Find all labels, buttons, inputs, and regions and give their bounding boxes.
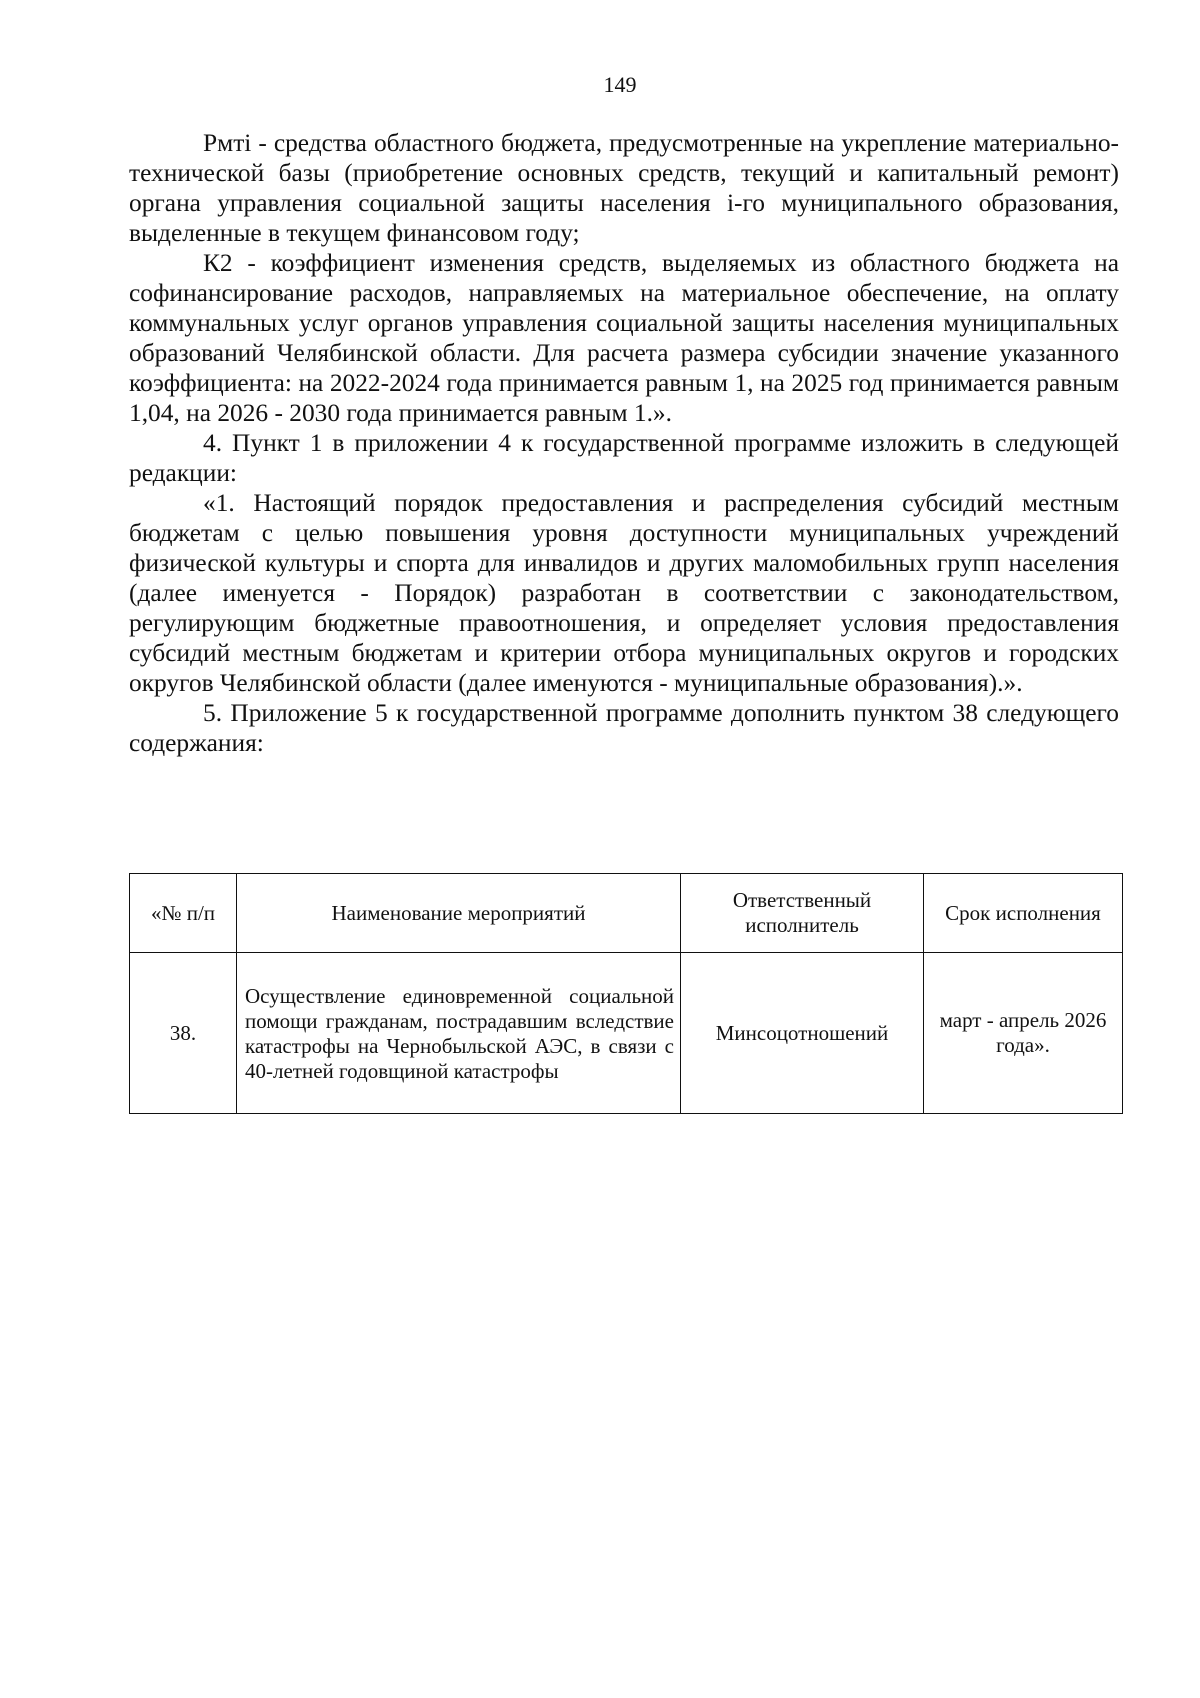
paragraph-rmti-definition: Рмтi - средства областного бюджета, предусмотренные на укрепление материально-технической базы (приобретение основных средств, текущий и капитальный ремонт) органа управления социальной защиты населения i-го муниципального образования, выделенные в текущем финансовом году; <box>129 129 1119 247</box>
paragraph-quoted-item-1: «1. Настоящий порядок предоставления и распределения субсидий местным бюджетам с целью повышения уровня доступности муниципальных учреждений физической культуры и спорта для инвалидов и других маломобильных групп населения (далее именуется - Порядок) разработан в соответствии с законодательством, регулирующим бюджетные правоотношения, и определяет условия предоставления субсидий местным бюджетам и критерии отбора муниципальных округов и городских округов Челябинской области (далее именуются - муниципальные образования).». <box>129 489 1119 697</box>
header-term: Срок исполнения <box>924 874 1123 953</box>
document-body <box>129 128 1119 758</box>
cell-name: Осуществление единовременной социальной помощи гражданам, пострадавшим вследствие катастрофы на Чернобыльской АЭС, в связи с 40-летней годовщиной катастрофы <box>237 953 681 1114</box>
paragraph-item-5: 5. Приложение 5 к государственной программе дополнить пунктом 38 следующего содержания: <box>129 699 1119 757</box>
table-row <box>130 953 1123 1114</box>
cell-num: 38. <box>130 953 237 1114</box>
cell-responsible: Минсоцотношений <box>681 953 924 1114</box>
cell-term: март - апрель 2026 года». <box>924 953 1123 1114</box>
paragraph-item-4: 4. Пункт 1 в приложении 4 к государственной программе изложить в следующей редакции: <box>129 429 1119 487</box>
table-header-row <box>130 874 1123 953</box>
header-responsible: Ответственный исполнитель <box>681 874 924 953</box>
appendix-table <box>129 873 1123 1114</box>
page-number: 149 <box>603 72 637 97</box>
header-name: Наименование мероприятий <box>237 874 681 953</box>
paragraph-k2-definition: К2 - коэффициент изменения средств, выделяемых из областного бюджета на софинансирование расходов, направляемых на материальное обеспечение, на оплату коммунальных услуг органов управления социальной защиты населения муниципальных образований Челябинской области. Для расчета размера субсидии значение указанного коэффициента: на 2022-2024 года принимается равным 1, на 2025 год принимается равным 1,04, на 2026 - 2030 года принимается равным 1.». <box>129 249 1119 427</box>
header-num: «№ п/п <box>130 874 237 953</box>
